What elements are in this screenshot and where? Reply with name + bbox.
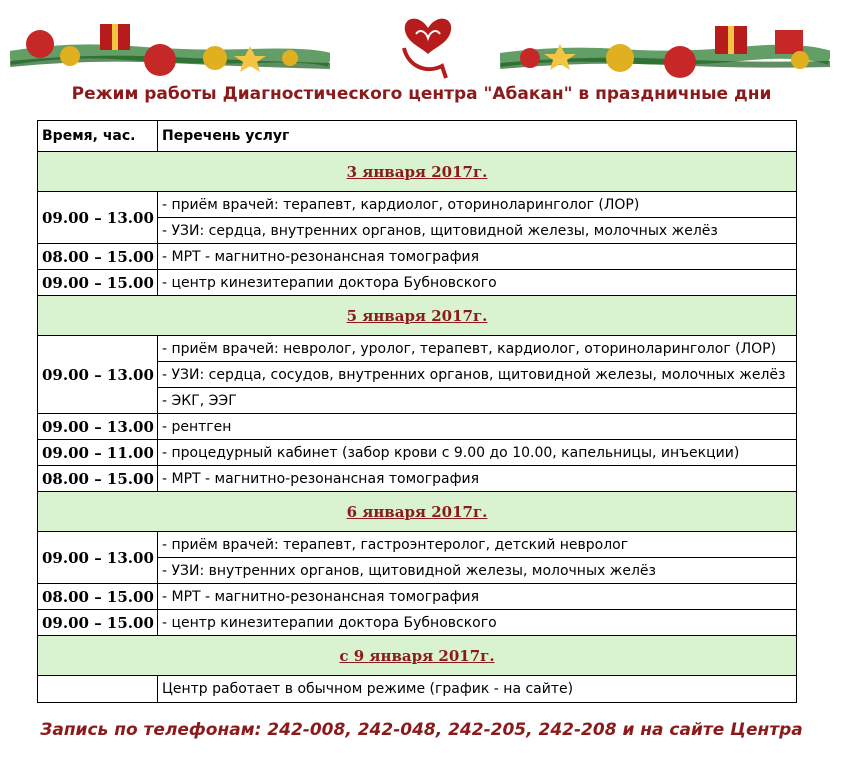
page-title: Режим работы Диагностического центра "Абакан" в праздничные дни bbox=[71, 84, 772, 104]
christmas-garland-left-icon bbox=[10, 8, 330, 80]
table-header-row bbox=[38, 121, 797, 152]
service-cell: - центр кинезитерапии доктора Бубновского bbox=[158, 270, 797, 296]
service-cell: Центр работает в обычном режиме (график - на сайте) bbox=[158, 676, 797, 703]
service-cell: - МРТ - магнитно-резонансная томография bbox=[158, 244, 797, 270]
time-cell: 09.00 – 13.00 bbox=[38, 532, 158, 584]
service-cell: - процедурный кабинет (забор крови с 9.00 до 10.00, капельницы, инъекции) bbox=[158, 440, 797, 466]
service-cell: - МРТ - магнитно-резонансная томография bbox=[158, 584, 797, 610]
date-row-jan9 bbox=[38, 636, 797, 676]
table-row bbox=[38, 414, 797, 440]
heart-hands-logo-icon bbox=[396, 4, 460, 82]
time-cell-empty bbox=[38, 676, 158, 703]
header-time: Время, час. bbox=[38, 121, 158, 152]
service-cell: - приём врачей: невролог, уролог, терапевт, кардиолог, оториноларинголог (ЛОР) bbox=[158, 336, 797, 362]
table-row bbox=[38, 584, 797, 610]
header-services: Перечень услуг bbox=[158, 121, 797, 152]
date-label: с 9 января 2017г. bbox=[339, 646, 495, 665]
table-row bbox=[38, 244, 797, 270]
service-cell: - центр кинезитерапии доктора Бубновского bbox=[158, 610, 797, 636]
service-cell: - УЗИ: сердца, внутренних органов, щитовидной железы, молочных желёз bbox=[158, 218, 797, 244]
table-row bbox=[38, 610, 797, 636]
time-cell: 08.00 – 15.00 bbox=[38, 584, 158, 610]
table-row bbox=[38, 440, 797, 466]
christmas-garland-right-icon bbox=[500, 8, 830, 80]
time-cell: 09.00 – 15.00 bbox=[38, 610, 158, 636]
service-cell: - ЭКГ, ЭЭГ bbox=[158, 388, 797, 414]
table-row bbox=[38, 336, 797, 362]
service-cell: - рентген bbox=[158, 414, 797, 440]
footer-phone-info: Запись по телефонам: 242-008, 242-048, 242-205, 242-208 и на сайте Центра bbox=[40, 720, 803, 740]
table-row bbox=[38, 192, 797, 218]
time-cell: 09.00 – 13.00 bbox=[38, 414, 158, 440]
schedule-table bbox=[37, 120, 797, 703]
time-cell: 08.00 – 15.00 bbox=[38, 244, 158, 270]
time-cell: 09.00 – 11.00 bbox=[38, 440, 158, 466]
table-row bbox=[38, 270, 797, 296]
table-row bbox=[38, 466, 797, 492]
service-cell: - МРТ - магнитно-резонансная томография bbox=[158, 466, 797, 492]
service-cell: - приём врачей: терапевт, гастроэнтеролог, детский невролог bbox=[158, 532, 797, 558]
date-row-jan6 bbox=[38, 492, 797, 532]
date-label: 3 января 2017г. bbox=[346, 162, 488, 181]
date-label: 5 января 2017г. bbox=[346, 306, 488, 325]
table-row bbox=[38, 676, 797, 703]
date-row-jan5 bbox=[38, 296, 797, 336]
service-cell: - УЗИ: сердца, сосудов, внутренних органов, щитовидной железы, молочных желёз bbox=[158, 362, 797, 388]
time-cell: 08.00 – 15.00 bbox=[38, 466, 158, 492]
time-cell: 09.00 – 15.00 bbox=[38, 270, 158, 296]
time-cell: 09.00 – 13.00 bbox=[38, 336, 158, 414]
time-cell: 09.00 – 13.00 bbox=[38, 192, 158, 244]
service-cell: - УЗИ: внутренних органов, щитовидной железы, молочных желёз bbox=[158, 558, 797, 584]
service-cell: - приём врачей: терапевт, кардиолог, оториноларинголог (ЛОР) bbox=[158, 192, 797, 218]
table-row bbox=[38, 532, 797, 558]
date-label: 6 января 2017г. bbox=[346, 502, 488, 521]
date-row-jan3 bbox=[38, 152, 797, 192]
